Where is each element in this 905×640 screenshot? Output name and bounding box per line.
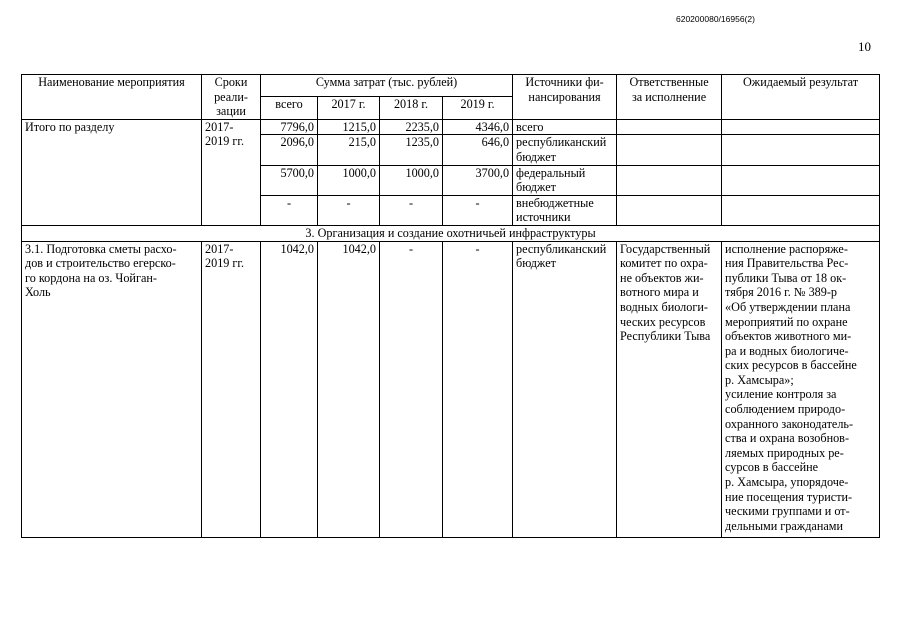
- table-row: [22, 119, 880, 135]
- summary-2019-republic: 646,0: [443, 135, 513, 165]
- item-terms: 2017- 2019 гг.: [202, 241, 261, 537]
- summary-source-federal: федеральный бюджет: [513, 165, 617, 195]
- summary-total-all: 7796,0: [261, 119, 318, 135]
- document-number: 620200080/16956(2): [676, 14, 755, 24]
- summary-responsible-empty: [617, 135, 722, 165]
- item-result: исполнение распоряже- ния Правительства Рес- публики Тыва от 18 ок- тября 2016 г. № 389-р «Об утверждении плана мероприятий по охране объектов животного ми- ра и водных биологиче- ских ресурсов в бассейне р. Хамсыра»; усиление контроля за соблюдением природо- охранного законодатель- ства и охрана возобнов- ляемых природных ре- сурсов в бассейне р. Хамсыра, упорядоче- ние посещения туристи- ческими группами и от- дельными гражданами: [722, 241, 880, 537]
- header-result: Ожидаемый результат: [722, 75, 880, 120]
- summary-result-empty: [722, 119, 880, 135]
- item-total: 1042,0: [261, 241, 318, 537]
- summary-result-empty: [722, 165, 880, 195]
- summary-responsible-empty: [617, 195, 722, 225]
- table-header-row: [22, 75, 880, 97]
- activities-table: [21, 74, 880, 538]
- page-number: 10: [858, 39, 871, 54]
- table-row: [22, 241, 880, 537]
- header-2019: 2019 г.: [443, 97, 513, 119]
- summary-2017-republic: 215,0: [318, 135, 380, 165]
- summary-2018-extra: -: [380, 195, 443, 225]
- summary-2018-all: 2235,0: [380, 119, 443, 135]
- item-2017: 1042,0: [318, 241, 380, 537]
- summary-total-federal: 5700,0: [261, 165, 318, 195]
- section-title: 3. Организация и создание охотничьей инфраструктуры: [22, 225, 880, 241]
- summary-result-empty: [722, 195, 880, 225]
- summary-source-extra: внебюджетные источники: [513, 195, 617, 225]
- header-2018: 2018 г.: [380, 97, 443, 119]
- summary-source-all: всего: [513, 119, 617, 135]
- item-source: республиканский бюджет: [513, 241, 617, 537]
- summary-2018-federal: 1000,0: [380, 165, 443, 195]
- summary-total-extra: -: [261, 195, 318, 225]
- summary-2017-federal: 1000,0: [318, 165, 380, 195]
- summary-2019-all: 4346,0: [443, 119, 513, 135]
- item-name: 3.1. Подготовка сметы расхо- дов и строительство егерско- го кордона на оз. Чойган- Холь: [22, 241, 202, 537]
- summary-name: Итого по разделу: [22, 119, 202, 225]
- summary-responsible-empty: [617, 165, 722, 195]
- section-row: [22, 225, 880, 241]
- summary-2019-extra: -: [443, 195, 513, 225]
- summary-total-republic: 2096,0: [261, 135, 318, 165]
- item-responsible: Государственный комитет по охра- не объектов жи- вотного мира и водных биологи- ческих ресурсов Республики Тыва: [617, 241, 722, 537]
- header-name: Наименование мероприятия: [22, 75, 202, 120]
- summary-result-empty: [722, 135, 880, 165]
- summary-2017-all: 1215,0: [318, 119, 380, 135]
- summary-2018-republic: 1235,0: [380, 135, 443, 165]
- header-2017: 2017 г.: [318, 97, 380, 119]
- summary-2019-federal: 3700,0: [443, 165, 513, 195]
- header-terms: Сроки реали- зации: [202, 75, 261, 120]
- summary-terms: 2017- 2019 гг.: [202, 119, 261, 225]
- header-cost-group: Сумма затрат (тыс. рублей): [261, 75, 513, 97]
- item-2019: -: [443, 241, 513, 537]
- header-total: всего: [261, 97, 318, 119]
- summary-source-republic: республиканский бюджет: [513, 135, 617, 165]
- header-sources: Источники фи- нансирования: [513, 75, 617, 120]
- summary-responsible-empty: [617, 119, 722, 135]
- header-responsible: Ответственные за исполнение: [617, 75, 722, 120]
- item-2018: -: [380, 241, 443, 537]
- summary-2017-extra: -: [318, 195, 380, 225]
